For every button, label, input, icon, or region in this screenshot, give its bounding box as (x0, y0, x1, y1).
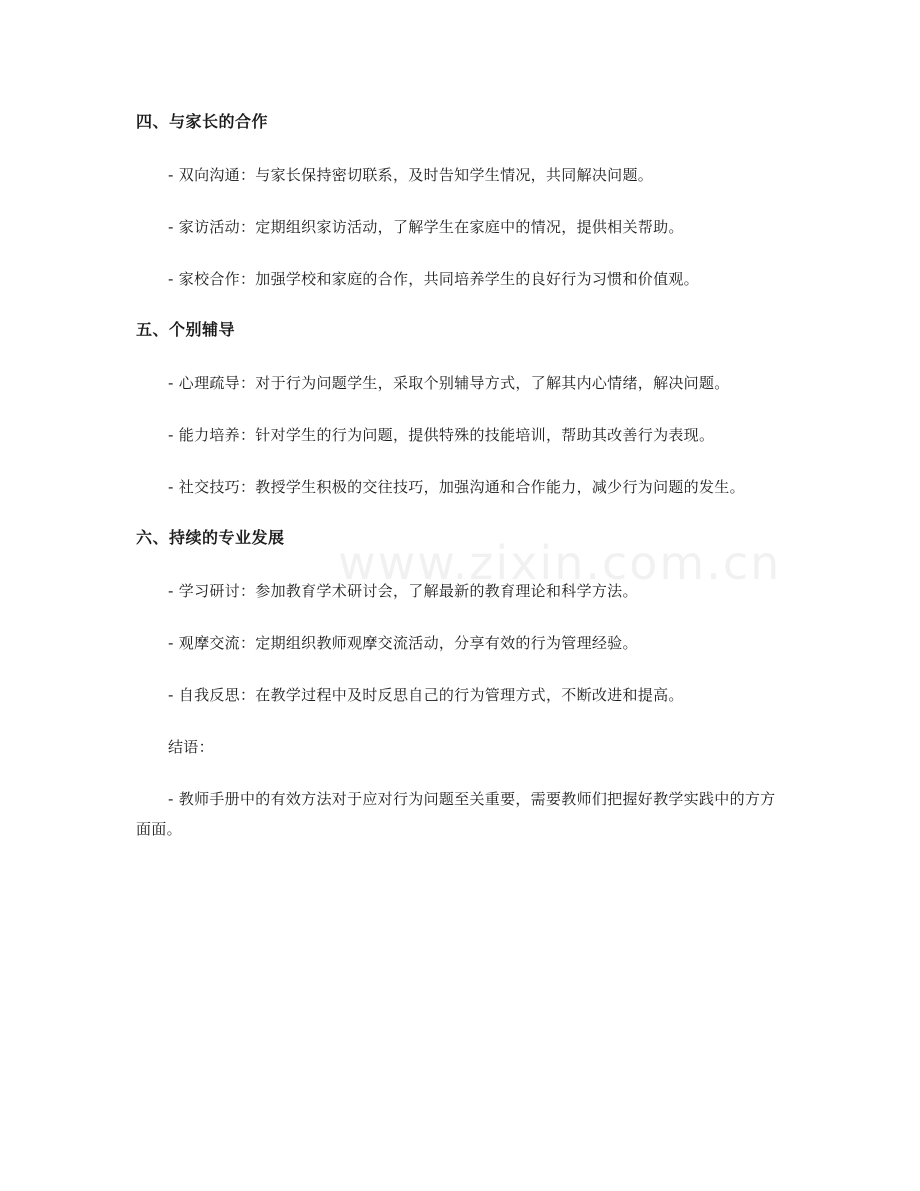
section-heading: 四、与家长的合作 (136, 112, 269, 131)
list-item: - 能力培养：针对学生的行为问题，提供特殊的技能培训，帮助其改善行为表现。 (168, 426, 715, 444)
list-item: - 双向沟通：与家长保持密切联系，及时告知学生情况，共同解决问题。 (168, 166, 654, 184)
section-parent-cooperation (136, 108, 779, 294)
section-conclusion (136, 732, 779, 844)
document-body (136, 108, 782, 844)
section-heading: 六、持续的专业发展 (136, 528, 285, 547)
watermark: www.zixin.com.cn (338, 536, 782, 590)
conclusion-text: - 教师手册中的有效方法对于应对行为问题至关重要，需要教师们把握好教学实践中的方方面面。 (136, 790, 776, 838)
list-item: - 心理疏导：对于行为问题学生，采取个别辅导方式，了解其内心情绪，解决问题。 (168, 374, 730, 392)
conclusion-label: 结语： (168, 738, 214, 756)
section-professional-development (136, 524, 782, 710)
list-item: - 自我反思：在教学过程中及时反思自己的行为管理方式，不断改进和提高。 (168, 686, 684, 704)
list-item: - 家校合作：加强学校和家庭的合作，共同培养学生的良好行为习惯和价值观。 (168, 270, 699, 288)
list-item: - 观摩交流：定期组织教师观摩交流活动，分享有效的行为管理经验。 (168, 634, 638, 652)
section-individual-guidance (136, 316, 779, 502)
list-item: - 社交技巧：教授学生积极的交往技巧，加强沟通和合作能力，减少行为问题的发生。 (168, 478, 745, 496)
list-item: - 学习研讨：参加教育学术研讨会，了解最新的教育理论和科学方法。 (168, 582, 638, 600)
list-item: - 家访活动：定期组织家访活动，了解学生在家庭中的情况，提供相关帮助。 (168, 218, 684, 236)
section-heading: 五、个别辅导 (136, 320, 236, 339)
